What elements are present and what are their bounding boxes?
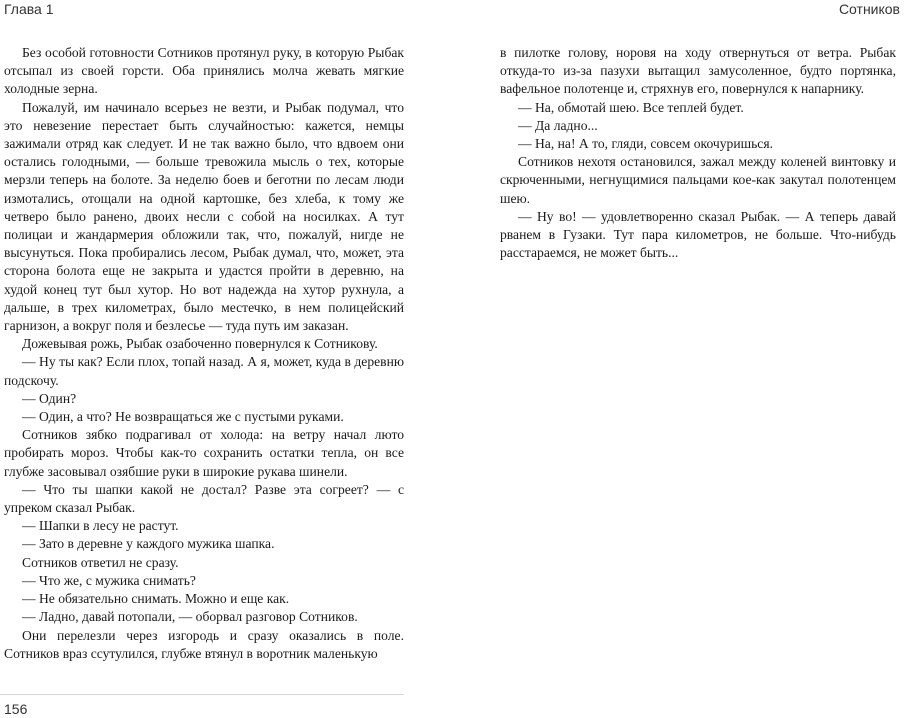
dialogue-line: — Что ты шапки какой не достал? Разве эта согреет? — с упреком сказал Рыбак. [4,481,404,516]
paragraph: Пожалуй, им начинало всерьез не везти, и Рыбак подумал, что это невезение перестает быть случайностью: кажется, немцы зажимали отряд как следует. И не так важно было, что вдвоем они остались голодными, — больше тревожила мысль о тех, которые мерзли теперь на болоте. За неделю боев и беготни по лесам люди измотались, отощали на одной картошке, без хлеба, к тому же четверо было ранено, двоих несли с собой на носилках. А тут полицаи и жандармерия обложили так, что, пожалуй, нигде не высунуться. Пока пробирались лесом, Рыбак думал, что, может, эта сторона болота еще не закрыта и удастся пройти в деревню, на худой конец тут был хутор. Но вот надежда на хутор рухнула, а дальше, в трех километрах, было местечко, в нем полицейский гарнизон, а вокруг поля и безлесье — туда путь им заказан. [4,99,404,334]
dialogue-line: — Шапки в лесу не растут. [22,518,179,534]
dialogue-line: — Ладно, давай потопали, — оборвал разговор Сотников. [22,609,358,625]
footer-rule [0,694,404,695]
dialogue-line: — Что же, с мужика снимать? [22,572,196,588]
paragraph: Сотников зябко подрагивал от холода: на ветру начал люто пробирать мороз. Чтобы как-то сохранить остатки тепла, он все глубже засовывал озябшие руки в широкие рукава шинели. [4,427,404,479]
dialogue-line: — Ну ты как? Если плох, топай назад. А я, может, куда в деревню подскочу. [4,354,404,388]
dialogue-line: — На, на! А то, гляди, совсем окочуришься. [518,136,773,152]
dialogue-line: — Ну во! — удовлетворенно сказал Рыбак. — А теперь давай рванем в Гузаки. Тут пара километров, не больше. Что-нибудь расстараемся, не может быть... [500,208,896,261]
running-head-title: Сотников [838,1,900,17]
paragraph: Сотников ответил не сразу. [22,554,179,570]
paragraph: Сотников нехотя остановился, зажал между коленей винтовку и скрюченными, негнущимися пальцами кое-как закутал полотенцем шею. [500,154,896,206]
dialogue-line: — Один, а что? Не возвращаться же с пустыми руками. [22,409,344,425]
page-number: 156 [4,701,28,717]
paragraph: Они перелезли через изгородь и сразу оказались в поле. Сотников враз ссутулился, глубже втянул в воротник маленькую [4,627,404,661]
paragraph: Без особой готовности Сотников протянул руку, в которую Рыбак отсыпал из своей горсти. Оба принялись молча жевать мягкие холодные зерна. [4,45,404,97]
right-text-column [500,44,896,262]
dialogue-line: — Зато в деревне у каждого мужика шапка. [22,536,275,552]
paragraph-continued: в пилотке голову, норовя на ходу отвернуться от ветра. Рыбак откуда-то из-за пазухи вытащил замусоленное, будто портянка, вафельное полотенце и, стряхнув его, повернулся к напарнику. [500,45,896,97]
running-head-chapter: Глава 1 [4,1,54,17]
dialogue-line: — Не обязательно снимать. Можно и еще как. [22,591,290,607]
dialogue-line: — На, обмотай шею. Все теплей будет. [518,99,744,115]
left-text-column [4,44,404,663]
paragraph: Дожевывая рожь, Рыбак озабоченно повернулся к Сотникову. [22,336,378,352]
dialogue-line: — Один? [22,390,77,406]
dialogue-line: — Да ладно... [518,117,598,133]
